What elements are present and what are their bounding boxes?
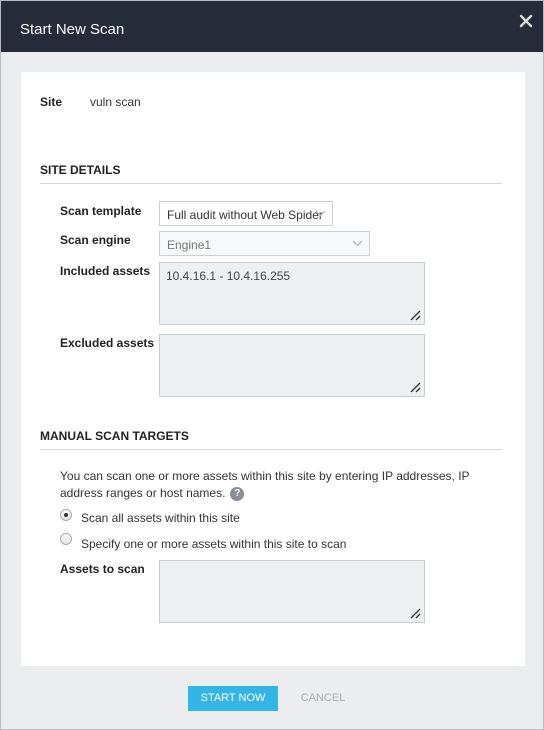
dialog-titlebar [1,1,543,52]
manual-targets-description [60,468,500,502]
scan-engine-label: Scan engine [60,233,131,247]
included-assets-value: 10.4.16.1 - 10.4.16.255 [166,269,291,283]
scan-template-label: Scan template [60,204,142,218]
scan-template-value: Full audit without Web Spider [167,208,323,222]
scan-all-radio[interactable] [60,509,72,521]
site-label: Site [40,95,63,109]
chevron-down-icon [315,210,326,217]
scan-template-select[interactable] [159,201,333,226]
assets-to-scan-textarea[interactable] [159,560,425,623]
cancel-button[interactable]: CANCEL [300,692,346,704]
resize-grip-icon[interactable] [409,607,421,619]
scan-engine-select[interactable] [159,231,370,256]
included-assets-label: Included assets [60,264,151,278]
resize-grip-icon[interactable] [409,381,421,393]
description-text: You can scan one or more assets within this site by entering IP addresses, IP address ranges or host names. [60,469,470,500]
question-circle-icon[interactable]: ? [230,487,244,501]
close-icon[interactable] [518,13,534,29]
dialog-title: Start New Scan [20,21,125,38]
scan-engine-value: Engine1 [167,238,212,252]
scan-specific-radio[interactable] [60,533,72,545]
scan-specific-label[interactable]: Specify one or more assets within this site to scan [81,537,347,551]
manual-scan-targets-heading: MANUAL SCAN TARGETS [40,429,502,450]
resize-grip-icon[interactable] [409,309,421,321]
excluded-assets-textarea[interactable] [159,334,425,397]
scan-all-label[interactable]: Scan all assets within this site [81,511,240,525]
included-assets-textarea[interactable] [159,262,425,325]
assets-to-scan-label: Assets to scan [60,562,145,576]
site-name: vuln scan [90,95,141,109]
site-details-heading: SITE DETAILS [40,163,502,184]
scan-form-panel [21,72,525,666]
excluded-assets-label: Excluded assets [60,336,155,350]
start-now-button[interactable]: START NOW [188,686,278,711]
chevron-down-icon [352,240,363,247]
